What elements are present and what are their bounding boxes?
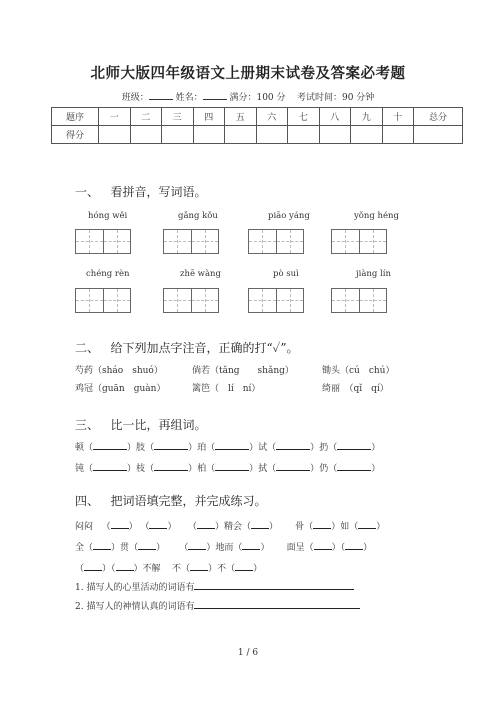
score-input[interactable] [319,126,351,144]
score-input[interactable] [288,126,320,144]
score-input[interactable] [351,126,383,144]
score-cell: 二 [130,108,162,126]
answer-blank[interactable] [276,462,310,471]
answer-blank[interactable] [93,441,127,450]
answer-blank[interactable] [111,520,129,529]
score-cell: 七 [288,108,320,126]
score-table [51,107,463,144]
idiom-text: 不解 [142,564,161,574]
answer-blank[interactable] [138,541,156,550]
pinyin-label: jiàng lín [356,269,391,279]
question-text: 2. 描写人的神情认真的词语有 [75,602,195,612]
answer-blank[interactable] [215,462,249,471]
idiom-text: 贯 [120,543,130,553]
idiom-text: 面呈 [286,543,305,553]
score-input[interactable] [256,126,288,144]
score-input[interactable] [162,126,194,144]
question-text: 1. 描写人的心里活动的词语有 [75,583,195,593]
section-2-heading [75,339,298,356]
answer-blank[interactable] [149,520,167,529]
score-input[interactable] [382,126,414,144]
section-title: 给下列加点字注音，正确的打“✓”。 [110,341,299,355]
char: 钝 [75,464,85,474]
idiom-text: 闷闷 [75,522,94,532]
writing-grid[interactable] [75,229,131,254]
writing-grid[interactable] [163,288,219,313]
pinyin-label: piāo yáng [268,211,310,221]
answer-blank[interactable] [251,520,269,529]
char: 仍 [319,464,329,474]
answer-line[interactable] [194,581,354,590]
pinyin-label: chéng rèn [86,269,130,279]
answer-blank[interactable] [93,541,111,550]
phonetic-item: 篱笆（ lí ní） [192,384,261,394]
section-3-heading [75,416,206,433]
class-blank[interactable] [149,90,173,100]
idiom-row: 闷闷 （ ） （ ） （ ）精会（ ） 骨（ ）如（ ） [75,522,386,532]
answer-blank[interactable] [154,441,188,450]
answer-blank[interactable] [190,562,208,571]
phonetic-item: 锄头（cú chú） [322,366,395,376]
writing-grid[interactable] [331,288,387,313]
answer-blank[interactable] [84,562,102,571]
question-2 [75,599,360,612]
section-number: 一、 [75,185,100,199]
score-value-row [52,126,463,144]
idiom-text: 全 [75,543,85,553]
page-number: 1 / 6 [237,648,259,658]
writing-grid[interactable] [75,288,131,313]
score-cell: 六 [256,108,288,126]
answer-blank[interactable] [197,520,215,529]
char: 珀 [197,443,207,453]
score-header-row [52,108,463,126]
section-number: 四、 [75,494,100,508]
writing-grid[interactable] [248,288,304,313]
answer-blank[interactable] [358,520,376,529]
answer-blank[interactable] [242,541,260,550]
char: 肢 [136,443,146,453]
char: 枝 [136,464,146,474]
answer-blank[interactable] [337,462,371,471]
idiom-text: 地而 [215,543,234,553]
answer-blank[interactable] [276,441,310,450]
idiom-text: 不 [172,564,182,574]
char: 拭 [258,464,268,474]
answer-blank[interactable] [345,541,363,550]
section-1-heading [75,183,206,200]
idiom-text: 骨 [295,522,305,532]
writing-grid[interactable] [248,229,304,254]
pinyin-label: zhē wàng [180,269,221,279]
idiom-row: （ ）（ ）不解 不（ ）不（ ） [75,564,263,574]
class-label: 班级： [121,93,149,103]
question-1 [75,580,354,593]
answer-blank[interactable] [337,441,371,450]
score-cell: 总分 [414,108,463,126]
pinyin-label: hóng wěi [88,211,128,221]
phonetic-item: 芍药（sháo shuó） [75,366,163,376]
char: 试 [258,443,268,453]
answer-blank[interactable] [314,541,332,550]
char: 顿 [75,443,85,453]
score-cell: 十 [382,108,414,126]
pinyin-label: gǎng kǒu [178,211,218,221]
phonetic-item: 鸡冠（guān guàn） [75,384,166,394]
score-cell: 九 [351,108,383,126]
score-input[interactable] [414,126,463,144]
answer-blank[interactable] [313,520,331,529]
name-blank[interactable] [203,90,227,100]
score-input[interactable] [193,126,225,144]
score-cell: 五 [225,108,257,126]
pinyin-label: yǒng héng [354,211,399,221]
phonetic-item: 倘若（tǎng shǎng） [192,366,294,376]
char: 柏 [197,464,207,474]
score-input[interactable] [130,126,162,144]
score-cell: 题序 [52,108,99,126]
section-title: 比一比，再组词。 [110,418,207,432]
exam-info [0,90,496,103]
score-info: 满分：100 分 [229,93,286,103]
section-number: 三、 [75,418,100,432]
score-input[interactable] [225,126,257,144]
score-cell: 八 [319,108,351,126]
char: 扔 [319,443,329,453]
answer-blank[interactable] [116,562,134,571]
score-cell: 四 [193,108,225,126]
answer-blank[interactable] [93,462,127,471]
score-input[interactable] [99,126,131,144]
answer-blank[interactable] [215,441,249,450]
section-title: 看拼音，写词语。 [110,185,207,199]
section-title: 把词语填完整，并完成练习。 [110,494,267,508]
idiom-text: 精会 [223,522,242,532]
idiom-row: 全（ ）贯（ ） （ ）地而（ ） 面呈（ ）（ ） [75,543,373,553]
writing-grid[interactable] [163,229,219,254]
idiom-text: 不 [217,564,227,574]
writing-grid[interactable] [331,229,387,254]
answer-blank[interactable] [235,562,253,571]
score-cell: 一 [99,108,131,126]
answer-blank[interactable] [188,541,206,550]
pinyin-label: pò suì [273,269,299,279]
answer-blank[interactable] [154,462,188,471]
time-info: 考试时间：90 分钟 [296,93,375,103]
compare-row: 钝（ ）枝（ ）柏（ ）拭（ ）仍（ ） [75,464,381,474]
score-cell: 三 [162,108,194,126]
phonetic-item: 绮丽 （qǐ qí） [322,384,389,394]
section-number: 二、 [75,341,100,355]
idiom-text: 如 [340,522,350,532]
document-title: 北师大版四年级语文上册期末试卷及答案必考题 [90,65,406,82]
score-cell: 得分 [52,126,99,144]
answer-line[interactable] [194,600,360,609]
section-4-heading [75,492,266,509]
name-label: 姓名： [175,93,203,103]
compare-row: 顿（ ）肢（ ）珀（ ）试（ ）扔（ ） [75,443,381,453]
